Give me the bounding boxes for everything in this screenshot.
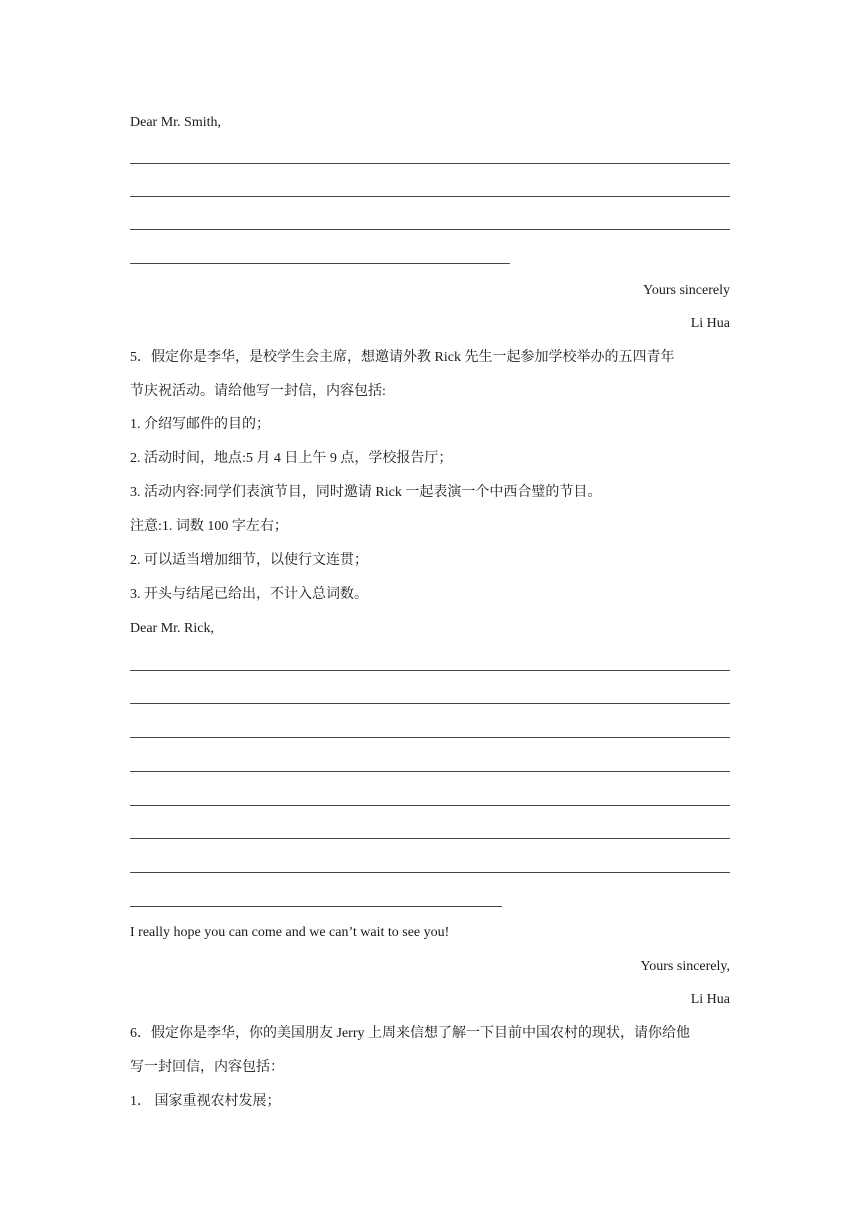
answer-line-short bbox=[130, 906, 502, 907]
answer-line bbox=[130, 703, 730, 704]
answer-line-short bbox=[130, 263, 510, 264]
q5-point: 1. 介绍写邮件的目的； bbox=[130, 417, 270, 432]
letter1-signature: Li Hua bbox=[690, 316, 730, 331]
q5-note: 3. 开头与结尾已给出，不计入总词数。 bbox=[130, 587, 368, 602]
q5-point: 2. 活动时间，地点:5 月 4 日上午 9 点，学校报告厅； bbox=[130, 451, 453, 466]
q5-greeting: Dear Mr. Rick, bbox=[130, 621, 214, 636]
answer-line bbox=[130, 805, 730, 806]
letter1-closing: Yours sincerely bbox=[643, 283, 730, 298]
q5-ending-sentence: I really hope you can come and we can’t wait to see you! bbox=[130, 925, 450, 940]
q5-note: 2. 可以适当增加细节，以使行文连贯； bbox=[130, 553, 368, 568]
answer-line bbox=[130, 670, 730, 671]
q6-prompt-line1: 6．假定你是李华，你的美国朋友 Jerry 上周来信想了解一下目前中国农村的现状，请你给他 bbox=[130, 1026, 690, 1041]
q5-signature: Li Hua bbox=[690, 992, 730, 1007]
document-page bbox=[130, 0, 730, 1216]
answer-line bbox=[130, 838, 730, 839]
q6-prompt-line2: 写一封回信，内容包括： bbox=[130, 1060, 284, 1075]
answer-line bbox=[130, 196, 730, 197]
answer-line bbox=[130, 229, 730, 230]
q5-point: 3. 活动内容:同学们表演节目，同时邀请 Rick 一起表演一个中西合璧的节目。 bbox=[130, 485, 602, 500]
q5-closing: Yours sincerely, bbox=[640, 959, 730, 974]
letter1-greeting: Dear Mr. Smith, bbox=[130, 115, 221, 130]
answer-line bbox=[130, 872, 730, 873]
answer-line bbox=[130, 771, 730, 772]
q5-note: 注意:1. 词数 100 字左右； bbox=[130, 519, 288, 534]
q5-prompt-line2: 节庆祝活动。请给他写一封信，内容包括: bbox=[130, 384, 386, 399]
answer-line bbox=[130, 737, 730, 738]
answer-line bbox=[130, 163, 730, 164]
q6-point: 1． 国家重视农村发展； bbox=[130, 1094, 281, 1109]
q5-prompt-line1: 5．假定你是李华，是校学生会主席，想邀请外教 Rick 先生一起参加学校举办的五四青年 bbox=[130, 350, 675, 365]
